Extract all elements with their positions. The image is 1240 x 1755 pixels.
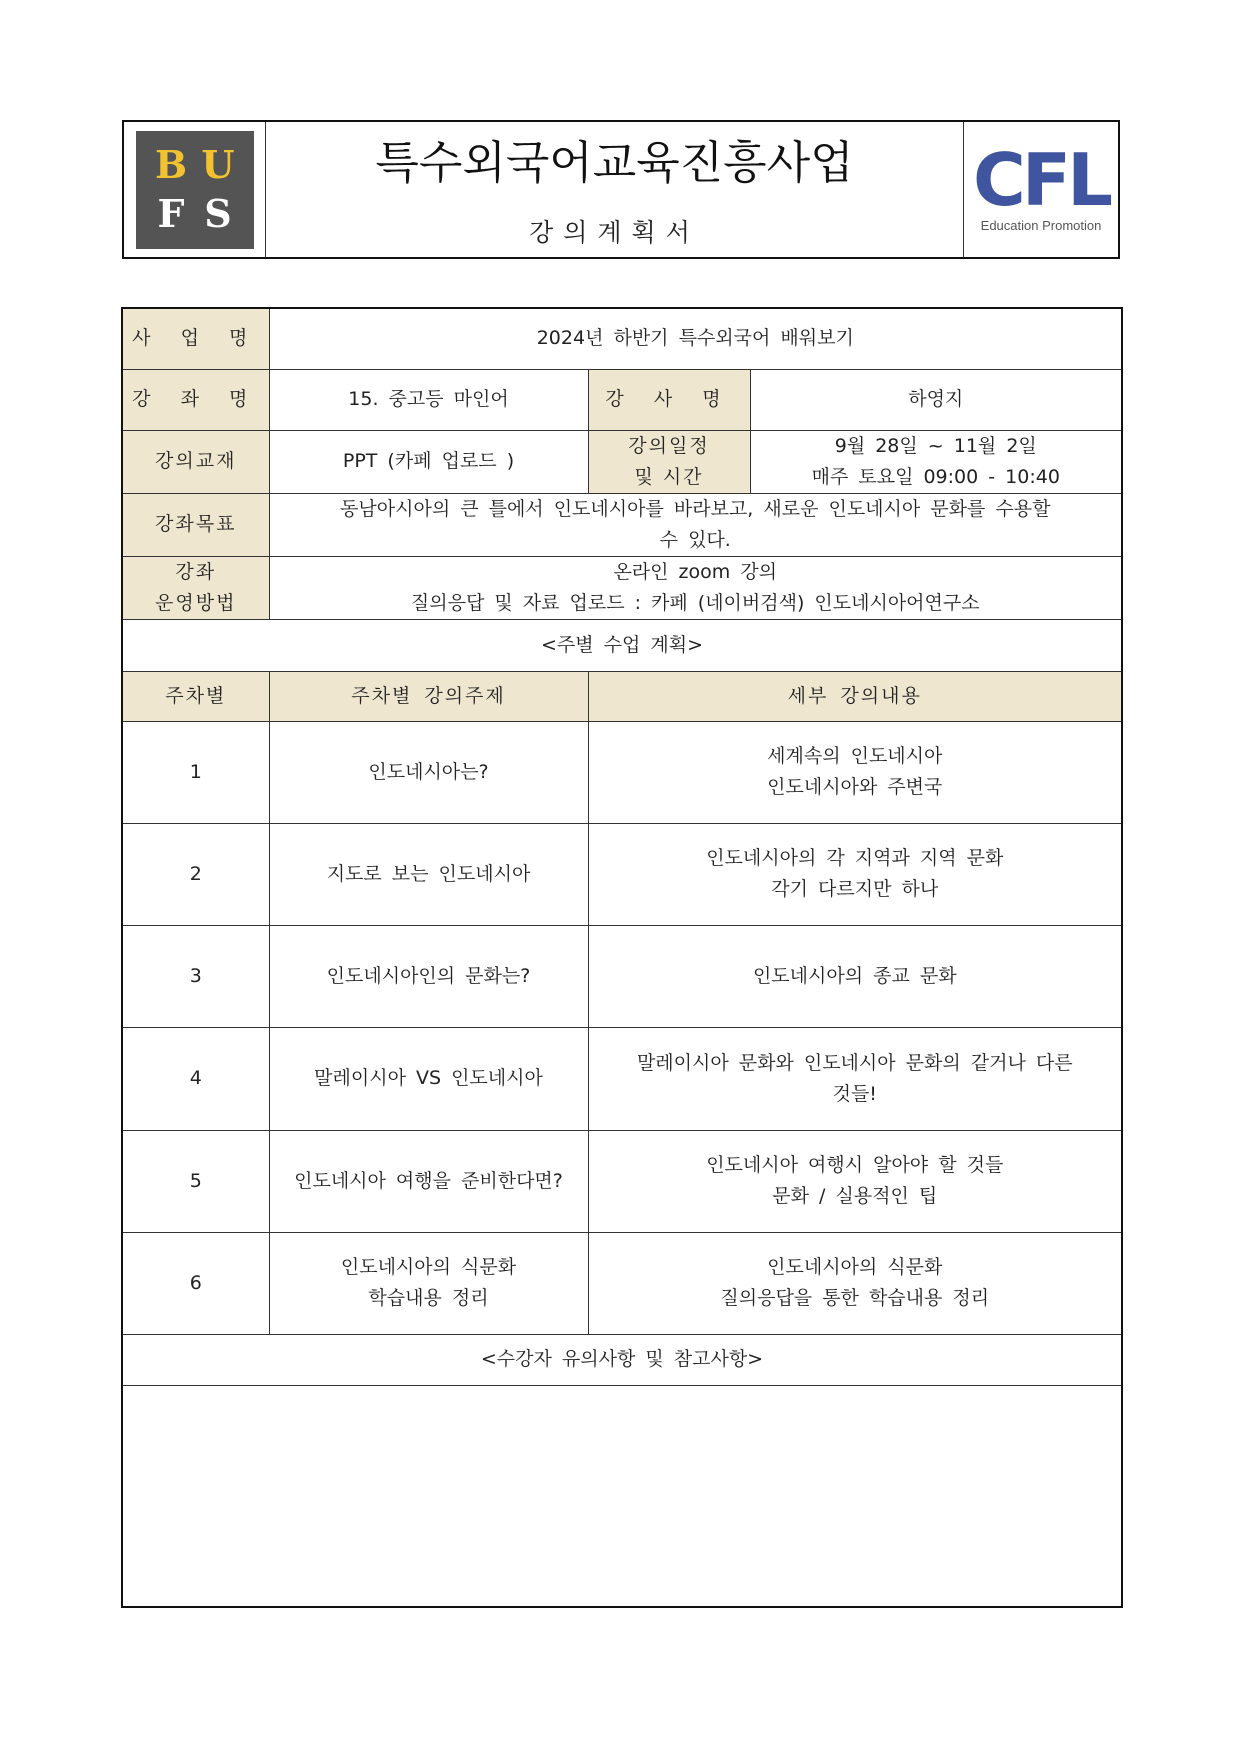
week-detail — [588, 721, 1122, 823]
topic-line: 말레이시아 VS 인도네시아 — [314, 1067, 543, 1089]
week-detail — [588, 1130, 1122, 1232]
week-topic — [269, 1130, 588, 1232]
detail-line: 인도네시아 여행시 알아야 할 것들 — [706, 1154, 1004, 1176]
method-line: 온라인 zoom 강의 — [613, 560, 778, 583]
goal-line: 수 있다. — [659, 528, 731, 551]
topic-line: 지도로 보는 인도네시아 — [326, 862, 531, 885]
table-row — [122, 1232, 1122, 1334]
detail-line: 인도네시아와 주변국 — [767, 776, 943, 798]
notes-content — [122, 1385, 1122, 1607]
cfl-logo — [963, 122, 1118, 257]
table-row — [122, 925, 1122, 1027]
page-subtitle: 강의계획서 — [529, 218, 700, 247]
page-title: 특수외국어교육진흥사업 — [375, 136, 854, 189]
course-row — [122, 369, 1122, 430]
week-number: 6 — [122, 1232, 269, 1334]
document-header — [122, 120, 1120, 259]
week-topic — [269, 925, 588, 1027]
schedule-time: 매주 토요일 09:00 - 10:40 — [811, 465, 1060, 488]
weekly-header-row — [122, 671, 1122, 721]
schedule-dates: 9월 28일 ~ 11월 2일 — [834, 434, 1037, 457]
notes-content-row — [122, 1385, 1122, 1607]
detail-line: 질의응답을 통한 학습내용 정리 — [720, 1287, 990, 1309]
week-detail — [588, 1232, 1122, 1334]
schedule-label — [588, 430, 750, 493]
goal-line: 동남아시아의 큰 틀에서 인도네시아를 바라보고, 새로운 인도네시아 문화를 수용할 — [340, 497, 1051, 520]
detail-line: 것들! — [832, 1082, 877, 1105]
week-topic — [269, 823, 588, 925]
topic-line: 인도네시아 여행을 준비한다면? — [294, 1169, 563, 1192]
detail-column-header: 세부 강의내용 — [588, 671, 1122, 721]
instructor-label: 강 사 명 — [588, 369, 750, 430]
goal-value — [269, 493, 1122, 556]
week-topic — [269, 1232, 588, 1334]
table-row — [122, 1130, 1122, 1232]
week-topic — [269, 1027, 588, 1130]
method-label-line: 운영방법 — [155, 591, 237, 614]
week-number: 5 — [122, 1130, 269, 1232]
project-value: 2024년 하반기 특수외국어 배워보기 — [269, 308, 1122, 369]
schedule-label-line: 강의일정 — [628, 434, 710, 457]
material-label: 강의교재 — [122, 430, 269, 493]
material-row — [122, 430, 1122, 493]
goal-label: 강좌목표 — [122, 493, 269, 556]
cfl-logo-subtext: Education Promotion — [980, 218, 1102, 234]
week-number: 4 — [122, 1027, 269, 1130]
detail-line: 각기 다르지만 하나 — [771, 878, 939, 900]
material-value: PPT (카페 업로드 ) — [269, 430, 588, 493]
topic-column-header: 주차별 강의주제 — [269, 671, 588, 721]
topic-line: 학습내용 정리 — [368, 1287, 489, 1309]
bufs-logo-letter: B — [154, 142, 188, 187]
table-row — [122, 1027, 1122, 1130]
method-label-line: 강좌 — [175, 560, 217, 583]
week-number: 3 — [122, 925, 269, 1027]
goal-row — [122, 493, 1122, 556]
course-value: 15. 중고등 마인어 — [269, 369, 588, 430]
project-label: 사 업 명 — [122, 308, 269, 369]
topic-line: 인도네시아의 식문화 — [340, 1256, 517, 1278]
bufs-logo-cell — [124, 122, 266, 257]
instructor-value: 하영지 — [750, 369, 1122, 430]
topic-line: 인도네시아인의 문화는? — [326, 964, 531, 987]
method-value — [269, 556, 1122, 619]
topic-line: 인도네시아는? — [368, 760, 489, 783]
weekly-section-title: <주별 수업 계획> — [122, 619, 1122, 671]
detail-line: 인도네시아의 종교 문화 — [752, 964, 957, 987]
course-label: 강 좌 명 — [122, 369, 269, 430]
week-detail — [588, 1027, 1122, 1130]
detail-line: 인도네시아의 각 지역과 지역 문화 — [706, 847, 1004, 869]
detail-line: 문화 / 실용적인 팁 — [772, 1185, 938, 1207]
detail-line: 세계속의 인도네시아 — [767, 745, 943, 767]
cfl-logo-text: CFL — [973, 137, 1109, 222]
bufs-logo-letter: U — [201, 142, 235, 187]
detail-line: 인도네시아의 식문화 — [767, 1256, 943, 1278]
notes-section-row — [122, 1334, 1122, 1385]
table-row — [122, 721, 1122, 823]
schedule-value — [750, 430, 1122, 493]
week-column-header: 주차별 — [122, 671, 269, 721]
week-number: 1 — [122, 721, 269, 823]
course-plan-table — [121, 307, 1123, 1608]
bufs-logo-letter: S — [204, 191, 232, 236]
bufs-logo-letter: F — [157, 191, 185, 236]
schedule-label-line: 및 시간 — [634, 465, 704, 488]
table-row — [122, 823, 1122, 925]
notes-section-title: <수강자 유의사항 및 참고사항> — [122, 1334, 1122, 1385]
detail-line: 말레이시아 문화와 인도네시아 문화의 같거나 다른 — [636, 1051, 1073, 1074]
week-detail — [588, 925, 1122, 1027]
project-row — [122, 308, 1122, 369]
bufs-logo — [136, 131, 254, 249]
week-number: 2 — [122, 823, 269, 925]
week-topic — [269, 721, 588, 823]
title-cell — [266, 122, 963, 257]
method-label — [122, 556, 269, 619]
weekly-section-row — [122, 619, 1122, 671]
week-detail — [588, 823, 1122, 925]
method-line: 질의응답 및 자료 업로드 : 카페 (네이버검색) 인도네시아어연구소 — [410, 591, 980, 614]
method-row — [122, 556, 1122, 619]
